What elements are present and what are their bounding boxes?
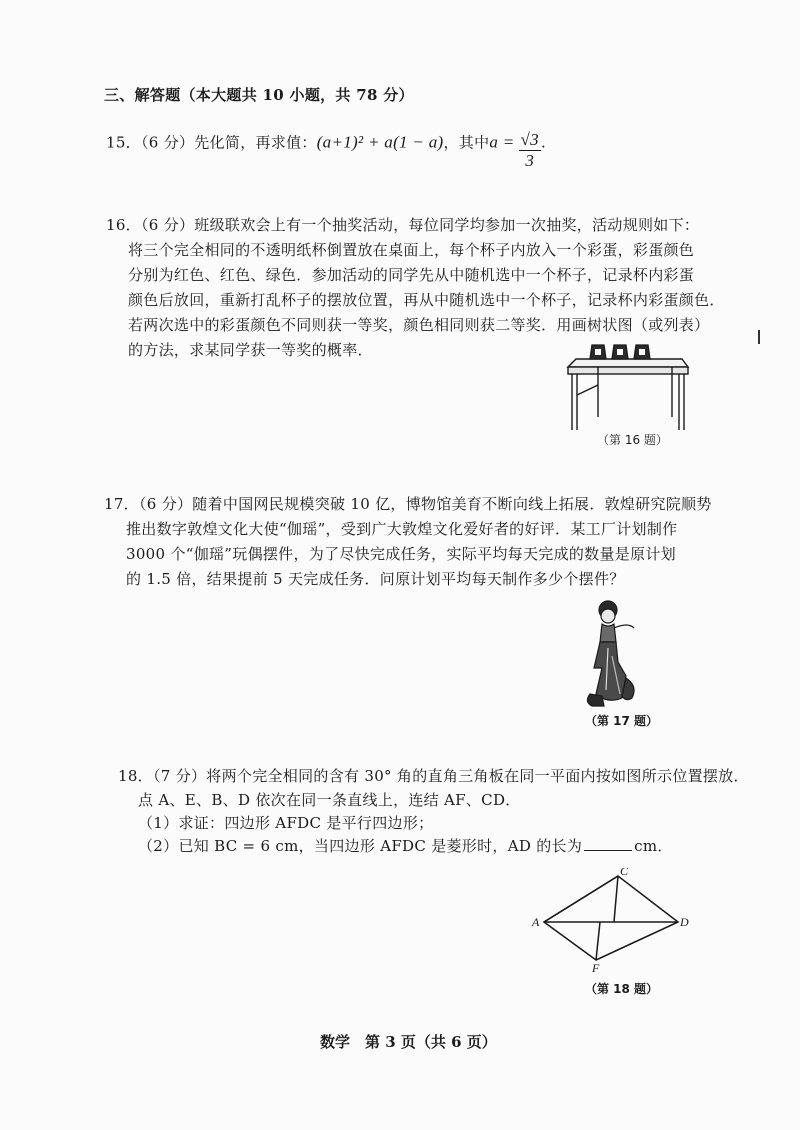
q17-line-3: 3000 个“伽瑶”玩偶摆件，为了尽快完成任务，实际平均每天完成的数量是原计划 <box>126 545 676 563</box>
q17-caption: （第 17 题） <box>585 714 659 728</box>
doll-figure-illustration <box>572 598 652 708</box>
q18-part2-text: （2）已知 BC = 6 cm，当四边形 AFDC 是菱形时，AD 的长为 <box>138 837 583 855</box>
q15-expression: (a+1)² + a(1 − a) <box>316 132 444 152</box>
q17-line-2: 推出数字敦煌文化大使“伽瑶”，受到广大敦煌文化爱好者的好评．某工厂计划制作 <box>126 520 678 538</box>
q16-line-6: 的方法，求某同学获一等奖的概率． <box>128 341 373 359</box>
q15-variable: a = <box>489 132 515 152</box>
label-f: F <box>592 961 600 975</box>
edge-mark <box>758 330 760 344</box>
q16-line-3: 分别为红色、红色、绿色．参加活动的同学先从中随机选中一个杯子，记录杯内彩蛋 <box>128 266 695 284</box>
q16-line-1: 16．（6 分）班级联欢会上有一个抽奖活动，每位同学均参加一次抽奖，活动规则如下： <box>106 216 700 234</box>
q18-part2-unit: cm． <box>634 837 673 855</box>
table-with-cups-illustration <box>560 335 700 440</box>
section-header: 三、解答题（本大题共 10 小题，共 78 分） <box>104 86 414 104</box>
page-footer: 数学 第 3 页（共 6 页） <box>320 1033 497 1051</box>
label-c: C <box>620 868 629 878</box>
q15-where: ，其中 <box>443 133 490 152</box>
label-a: A <box>532 915 540 929</box>
q18-line-1: 18．（7 分）将两个完全相同的含有 30° 角的直角三角板在同一平面内按如图所示位置摆放． <box>118 767 749 785</box>
q18-answer-blank[interactable] <box>584 850 632 851</box>
q16-line-5: 若两次选中的彩蛋颜色不同则获一等奖，颜色相同则获二等奖．用画树状图（或列表） <box>128 316 710 334</box>
label-d: D <box>680 915 689 929</box>
q18-line-2: 点 A、E、B、D 依次在同一条直线上，连结 AF、CD． <box>138 791 521 809</box>
q17-line-1: 17．（6 分）随着中国网民规模突破 10 亿，博物馆美育不断向线上拓展．敦煌研究院顺势 <box>104 495 712 513</box>
question-15 <box>106 123 547 170</box>
q18-line-4 <box>138 836 673 856</box>
q18-line-3: （1）求证：四边形 AFDC 是平行四边形； <box>138 814 434 832</box>
q18-geometry-figure <box>530 868 690 978</box>
q16-line-4: 颜色后放回，重新打乱杯子的摆放位置，再从中随机选中一个杯子，记录杯内彩蛋颜色． <box>128 291 725 309</box>
q15-fraction <box>519 130 541 171</box>
q16-line-2: 将三个完全相同的不透明纸杯倒置放在桌面上，每个杯子内放入一个彩蛋，彩蛋颜色 <box>128 241 695 259</box>
q15-fraction-numerator: √3 <box>520 130 539 149</box>
q18-caption: （第 18 题） <box>585 982 659 996</box>
q15-fraction-denominator: 3 <box>525 151 535 170</box>
q15-prefix: 15．（6 分）先化简，再求值： <box>106 133 317 152</box>
q15-end: . <box>540 133 547 152</box>
q16-caption: （第 16 题） <box>597 433 668 447</box>
q17-line-4: 的 1.5 倍，结果提前 5 天完成任务．问原计划平均每天制作多少个摆件？ <box>126 570 625 588</box>
